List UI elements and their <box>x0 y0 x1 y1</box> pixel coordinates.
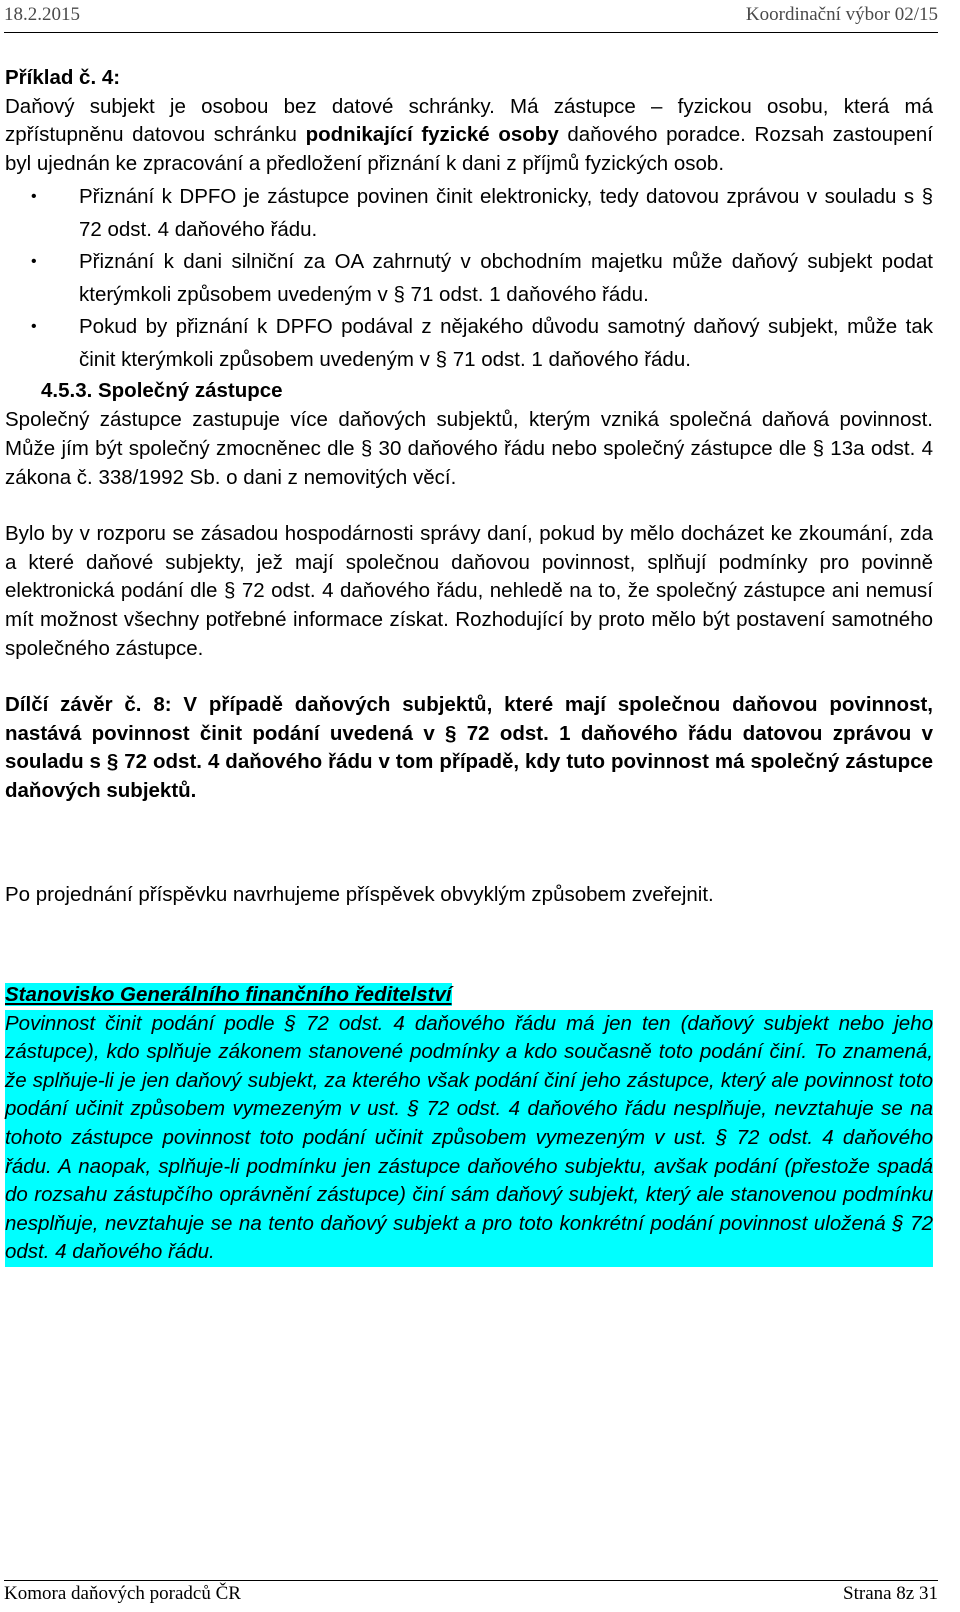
example-intro-post: daňového poradce. Rozsah zastoupení byl ujednán ke zpracování a předložení přiznání k dani z příjmů fyzických osob. <box>5 123 933 175</box>
section-heading: 4.5.3. Společný zástupce <box>41 379 283 403</box>
footer-org: Komora daňových poradců ČR <box>4 1583 241 1604</box>
statement-text: Povinnost činit podání podle § 72 odst. 4 daňového řádu má jen ten (daňový subjekt nebo jeho zástupce), kdo splňuje zákonem stanovené podmínky a kdo současně toto podání činí. To znamená, že splňuje-li je jen daňový subjekt, za kterého však podání činí jeho zástupce, který ale povinnost toto podání učinit způsobem vymezeným v ust. § 72 odst. 4 daňového řádu nesplňuje, nevztahuje se na tohoto zástupce povinnost toto podání učinit způsobem vymezeným v ust. § 72 odst. 4 daňového řádu. A naopak, splňuje-li podmínku jen zástupce daňového subjektu, avšak podání (přestože spadá do rozsahu zástupčího oprávnění zástupce) činí sám daňový subjekt, který ale stanovenou podmínku nesplňuje, nevztahuje se na tento daňový subjekt a pro toto konkrétní podání povinnost uložená § 72 odst. 4 daňového řádu. <box>5 1010 933 1267</box>
example-intro-bold: podnikající fyzické osoby <box>305 123 559 147</box>
example-intro <box>5 93 933 179</box>
statement-title-line <box>5 981 933 1010</box>
page-footer <box>4 1583 938 1605</box>
partial-conclusion: Dílčí závěr č. 8: V případě daňových subjektů, které mají společnou daňovou povinnost, nastává povinnost činit podání uvedená v § 72 odst. 1 daňového řádu datovou zprávou v souladu s § 72 odst. 4 daňového řádu v tom případě, kdy tuto povinnost má společný zástupce daňových subjektů. <box>5 693 933 802</box>
bullet-icon: • <box>31 188 37 206</box>
document-body <box>5 64 933 1267</box>
list-item <box>5 246 933 311</box>
section-paragraph-2: Bylo by v rozporu se zásadou hospodárnosti správy daní, pokud by mělo docházet ke zkoumání, zda a které daňové subjekty, jež mají společnou daňovou povinnost, splňují podmínky pro povinně elektronická podání dle § 72 odst. 4 daňového řádu, nehledě na to, že společný zástupce ani nemusí mít možnost všechny potřebné informace získat. Rozhodující by proto mělo být postavení samotného společného zástupce. <box>5 522 933 660</box>
header-divider <box>4 32 938 33</box>
section-paragraph-1: Společný zástupce zastupuje více daňových subjektů, kterým vzniká společná daňová povinnost. Může jím být společný zmocněnec dle § 30 daňového řádu nebo společný zástupce dle § 13a odst. 4 zákona č. 338/1992 Sb. o dani z nemovitých věcí. <box>5 408 933 489</box>
list-item <box>5 311 933 376</box>
example-intro-pre: Daňový subjekt je osobou bez datové schránky. Má zástupce – fyzickou osobu, která má zpřístupněnu datovou schránku <box>5 94 933 147</box>
bullet-text: Pokud by přiznání k DPFO podával z nějakého důvodu samotný daňový subjekt, může tak činit kterýmkoli způsobem uvedeným v § 71 odst. 1 daňového řádu. <box>79 315 933 371</box>
statement-title: Stanovisko Generálního finančního ředitelství <box>5 983 452 1007</box>
bullet-text: Přiznání k DPFO je zástupce povinen činit elektronicky, tedy datovou zprávou v souladu s § 72 odst. 4 daňového řádu. <box>79 185 933 241</box>
example-title: Příklad č. 4: <box>5 66 121 89</box>
footer-divider <box>4 1580 938 1581</box>
page-header <box>4 4 938 26</box>
header-date: 18.2.2015 <box>4 4 80 25</box>
list-item <box>5 181 933 246</box>
bullet-icon: • <box>31 253 37 271</box>
footer-page-number: Strana 8z 31 <box>843 1583 938 1604</box>
proposal-text: Po projednání příspěvku navrhujeme příspěvek obvyklým způsobem zveřejnit. <box>5 882 714 906</box>
bullet-text: Přiznání k dani silniční za OA zahrnutý v obchodním majetku může daňový subjekt podat kterýmkoli způsobem uvedeným v § 71 odst. 1 daňového řádu. <box>79 250 933 306</box>
example-bullet-list <box>5 181 933 376</box>
header-doc-ref: Koordinační výbor 02/15 <box>745 4 938 25</box>
bullet-icon: • <box>31 318 37 336</box>
